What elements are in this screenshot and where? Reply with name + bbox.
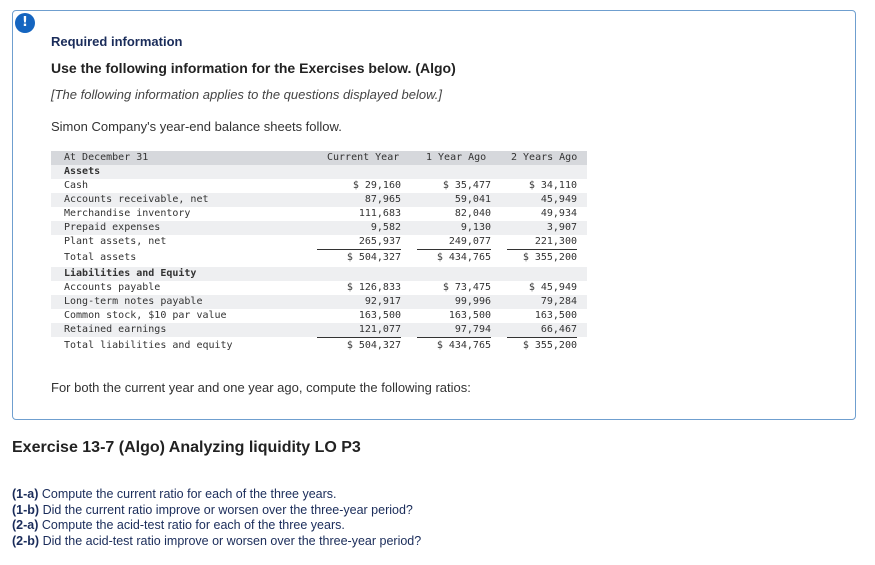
table-row (51, 221, 587, 235)
row-label: Accounts receivable, net (64, 194, 209, 205)
value-one-year-ago: 249,077 (417, 235, 491, 250)
liabilities-heading: Liabilities and Equity (64, 268, 197, 279)
table-row (51, 179, 587, 193)
value-one-year-ago: 99,996 (454, 296, 491, 307)
value-two-years-ago: 221,300 (507, 235, 577, 250)
row-label: Merchandise inventory (64, 208, 191, 219)
row-label: Accounts payable (64, 282, 161, 293)
total-assets-row (51, 249, 587, 267)
value-one-year-ago: 9,130 (460, 222, 491, 233)
table-row (51, 323, 587, 337)
value-current-year: 87,965 (364, 194, 401, 205)
value-current-year: 9,582 (370, 222, 401, 233)
question-list (12, 487, 421, 549)
value-one-year-ago: 82,040 (454, 208, 491, 219)
row-label: Total liabilities and equity (64, 340, 233, 351)
table-header-row (51, 151, 587, 165)
value-two-years-ago: 163,500 (534, 310, 577, 321)
row-label: Long-term notes payable (64, 296, 203, 307)
header-one-year-ago: 1 Year Ago (426, 152, 487, 163)
total-liabilities-1y: $ 434,765 (436, 340, 491, 351)
total-assets-1y: $ 434,765 (436, 252, 491, 263)
value-one-year-ago: 97,794 (417, 323, 491, 338)
value-two-years-ago: 3,907 (546, 222, 577, 233)
question-item (12, 487, 421, 503)
intro-text: Simon Company's year-end balance sheets follow. (51, 119, 342, 134)
total-assets-2y: $ 355,200 (522, 252, 577, 263)
value-current-year: $ 126,833 (346, 282, 401, 293)
table-row (51, 193, 587, 207)
value-current-year: $ 29,160 (352, 180, 401, 191)
total-liabilities-row (51, 337, 587, 355)
value-two-years-ago: $ 34,110 (528, 180, 577, 191)
total-assets-current: $ 504,327 (346, 252, 401, 263)
required-info-title: Required information (51, 34, 183, 49)
table-row (51, 309, 587, 323)
question-item (12, 518, 421, 534)
value-one-year-ago: 163,500 (448, 310, 491, 321)
value-one-year-ago: $ 73,475 (442, 282, 491, 293)
value-two-years-ago: 45,949 (540, 194, 577, 205)
question-text: Compute the current ratio for each of the three years. (41, 487, 337, 501)
question-id: (1-b) (12, 502, 40, 517)
value-current-year: 92,917 (364, 296, 401, 307)
value-current-year: 121,077 (317, 323, 401, 338)
table-row (51, 235, 587, 249)
total-liabilities-current: $ 504,327 (346, 340, 401, 351)
info-note: [The following information applies to the questions displayed below.] (51, 87, 442, 102)
row-label: Common stock, $10 par value (64, 310, 227, 321)
row-label: Retained earnings (64, 324, 167, 335)
value-two-years-ago: 49,934 (540, 208, 577, 219)
question-id: (2-b) (12, 533, 40, 548)
value-current-year: 163,500 (358, 310, 401, 321)
value-two-years-ago: 79,284 (540, 296, 577, 307)
question-item (12, 534, 421, 550)
row-label: Prepaid expenses (64, 222, 161, 233)
question-text: Did the acid-test ratio improve or worsen over the three-year period? (42, 533, 422, 548)
assets-heading: Assets (64, 166, 101, 177)
row-label: Plant assets, net (64, 236, 167, 247)
ratio-prompt: For both the current year and one year ago, compute the following ratios: (51, 380, 471, 395)
question-text: Compute the acid-test ratio for each of the three years. (41, 518, 345, 532)
alert-icon: ! (15, 13, 35, 33)
instruction-text: Use the following information for the Exercises below. (Algo) (51, 60, 456, 76)
liabilities-heading-row (51, 267, 587, 281)
row-label: Cash (64, 180, 89, 191)
table-row (51, 207, 587, 221)
value-current-year: 111,683 (358, 208, 401, 219)
value-one-year-ago: $ 35,477 (442, 180, 491, 191)
value-one-year-ago: 59,041 (454, 194, 491, 205)
question-text: Did the current ratio improve or worsen over the three-year period? (42, 502, 413, 517)
question-item (12, 503, 421, 519)
header-current-year: Current Year (327, 152, 400, 163)
exercise-title: Exercise 13-7 (Algo) Analyzing liquidity LO P3 (12, 439, 361, 456)
question-id: (2-a) (12, 518, 39, 532)
value-two-years-ago: 66,467 (507, 323, 577, 338)
header-two-years-ago: 2 Years Ago (511, 152, 578, 163)
balance-sheet-table (51, 151, 587, 355)
total-liabilities-2y: $ 355,200 (522, 340, 577, 351)
table-row (51, 295, 587, 309)
value-current-year: 265,937 (317, 235, 401, 250)
assets-heading-row (51, 165, 587, 179)
header-label: At December 31 (64, 152, 149, 163)
table-row (51, 281, 587, 295)
value-two-years-ago: $ 45,949 (528, 282, 577, 293)
row-label: Total assets (64, 252, 137, 263)
question-id: (1-a) (12, 487, 39, 501)
